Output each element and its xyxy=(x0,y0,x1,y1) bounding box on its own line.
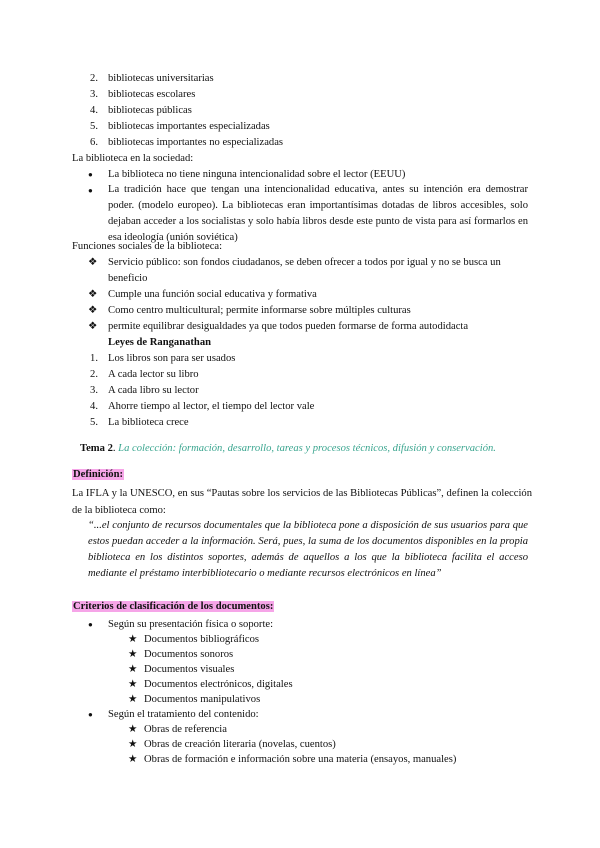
list-item: A cada lector su libro xyxy=(108,369,199,380)
list-item: Documentos bibliográficos xyxy=(144,634,260,645)
list-number: 5. xyxy=(90,417,98,428)
list-item: Como centro multicultural; permite informarse sobre múltiples culturas xyxy=(108,305,411,316)
bullet-dot-icon: ● xyxy=(88,710,93,719)
star-icon: ★ xyxy=(128,679,138,690)
list-item: La biblioteca crece xyxy=(108,417,189,428)
list-item: Obras de referencia xyxy=(144,724,227,735)
list-item: Documentos sonoros xyxy=(144,649,234,660)
list-number: 4. xyxy=(90,401,98,412)
section-heading-functions: Funciones sociales de la biblioteca: xyxy=(72,241,223,252)
definicion-label: Definición: xyxy=(73,469,124,480)
list-number: 3. xyxy=(90,89,98,100)
list-item: Obras de formación e información sobre una materia (ensayos, manuales) xyxy=(144,754,457,765)
list-item: La tradición hace que tengan una intencionalidad educativa, antes su intención era demostrar poder. (modelo europeo). La bibliotecas eran importantísimas dotadas de libros accesibles, solo dejaban acceder a los socialistas y solo había libros desde este punto de vista para así formarlos en esa ideología (unión soviética) xyxy=(108,184,528,243)
bullet-dot-icon: ● xyxy=(88,170,93,179)
section-heading-society: La biblioteca en la sociedad: xyxy=(72,153,194,164)
criterios-heading xyxy=(72,600,274,614)
definicion-heading xyxy=(72,468,124,482)
list-item: Los libros son para ser usados xyxy=(108,353,236,364)
list-item: Cumple una función social educativa y formativa xyxy=(108,289,317,300)
list-item: Obras de creación literaria (novelas, cuentos) xyxy=(144,739,336,750)
list-item: bibliotecas importantes especializadas xyxy=(108,121,270,132)
bullet-diamond-icon: ❖ xyxy=(88,257,98,268)
bullet-diamond-icon: ❖ xyxy=(88,305,98,316)
bullet-diamond-icon: ❖ xyxy=(88,289,98,300)
star-icon: ★ xyxy=(128,739,138,750)
list-item: Servicio público: son fondos ciudadanos, se deben ofrecer a todos por igual y no se busca un beneficio xyxy=(108,257,501,284)
list-item: Documentos manipulativos xyxy=(144,694,261,705)
list-item: A cada libro su lector xyxy=(108,385,199,396)
list-number: 6. xyxy=(90,137,98,148)
list-number: 3. xyxy=(90,385,98,396)
list-item: bibliotecas universitarias xyxy=(108,73,214,84)
list-number: 4. xyxy=(90,105,98,116)
star-icon: ★ xyxy=(128,724,138,735)
star-icon: ★ xyxy=(128,634,138,645)
star-icon: ★ xyxy=(128,664,138,675)
list-item: Documentos electrónicos, digitales xyxy=(144,679,293,690)
tema-label: Tema 2 xyxy=(80,443,113,454)
bullet-diamond-icon: ❖ xyxy=(88,321,98,332)
bullet-dot-icon: ● xyxy=(88,620,93,629)
list-item: La biblioteca no tiene ninguna intencionalidad sobre el lector (EEUU) xyxy=(108,169,406,180)
list-item: bibliotecas escolares xyxy=(108,89,196,100)
list-item: bibliotecas importantes no especializadas xyxy=(108,137,284,148)
definicion-quote: “...el conjunto de recursos documentales que la biblioteca pone a disposición de sus usuarios para que estos puedan acceder a la información. Será, pues, la suma de los documentos disponibles en la propia biblioteca en los distintos soportes, además de aquellos a los que la biblioteca facilita el acceso mediante el préstamo interbibliotecario o mediante recursos electrónicos en línea” xyxy=(88,520,528,579)
list-item: Ahorre tiempo al lector, el tiempo del lector vale xyxy=(108,401,315,412)
star-icon: ★ xyxy=(128,694,138,705)
ranganathan-title: Leyes de Ranganathan xyxy=(108,337,212,348)
criterio-group-title: Según el tratamiento del contenido: xyxy=(108,709,259,720)
list-item: bibliotecas públicas xyxy=(108,105,192,116)
list-number: 1. xyxy=(90,353,98,364)
list-item: Documentos visuales xyxy=(144,664,235,675)
list-number: 5. xyxy=(90,121,98,132)
list-number: 2. xyxy=(90,73,98,84)
list-item: permite equilibrar desigualdades ya que todos pueden formarse de forma autodidacta xyxy=(108,321,469,332)
star-icon: ★ xyxy=(128,649,138,660)
list-number: 2. xyxy=(90,369,98,380)
definicion-text: La IFLA y la UNESCO, en sus “Pautas sobre los servicios de las Bibliotecas Públicas”, definen la colección de la biblioteca como: xyxy=(72,488,532,516)
tema-heading xyxy=(80,442,496,456)
criterio-group-title: Según su presentación física o soporte: xyxy=(108,619,274,630)
tema-title: La colección: formación, desarrollo, tareas y procesos técnicos, difusión y conservación. xyxy=(118,443,496,454)
criterios-label: Criterios de clasificación de los documentos: xyxy=(73,601,274,612)
star-icon: ★ xyxy=(128,754,138,765)
tema-separator: . xyxy=(112,443,119,454)
bullet-dot-icon: ● xyxy=(88,186,93,195)
